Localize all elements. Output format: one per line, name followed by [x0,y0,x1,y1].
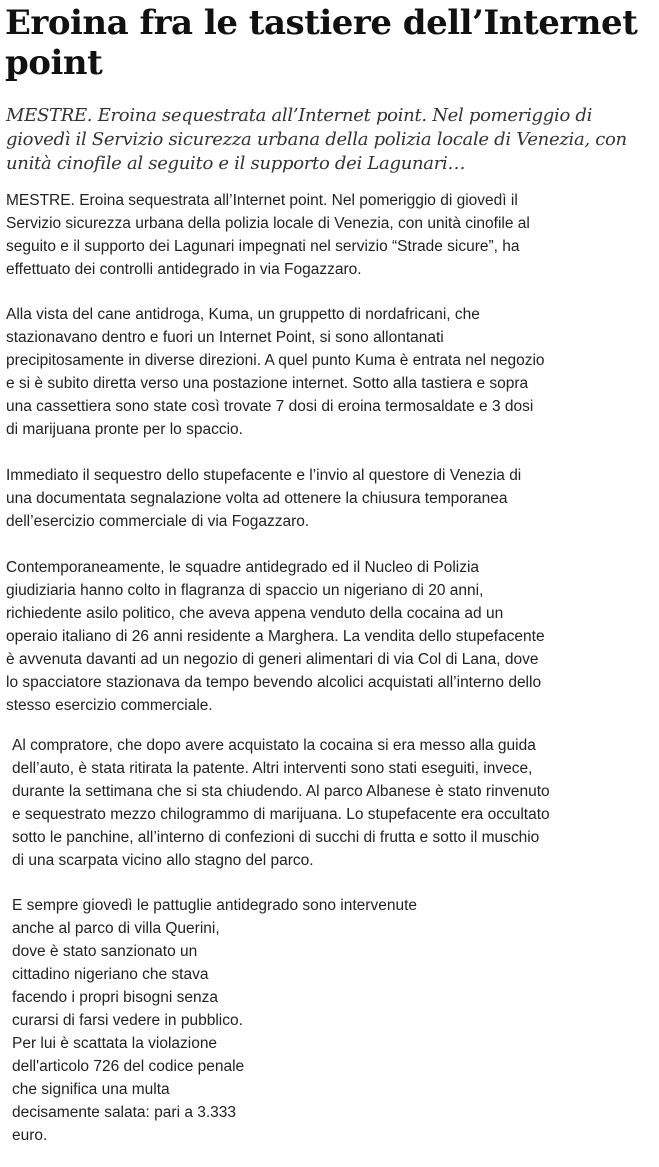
paragraph-line: richiedente asilo politico, che aveva appena venduto della cocaina ad un [6,605,504,622]
paragraph-line: effettuato dei controlli antidegrado in via Fogazzaro. [6,261,362,278]
lead-line: giovedì il Servizio sicurezza urbana della polizia locale di Venezia, con [6,129,627,150]
paragraph-line: E sempre giovedì le pattuglie antidegrado sono intervenute [12,897,417,914]
paragraph-line: Per lui è scattata la violazione [12,1035,218,1052]
paragraph-line: dell’esercizio commerciale di via Fogazzaro. [6,513,310,530]
paragraph-line: stazionavano dentro e fuori un Internet Point, si sono allontanati [6,329,444,346]
paragraph-line: cittadino nigeriano che stava [12,966,209,983]
lead-line: unità cinofile al seguito e il supporto dei Lagunari… [6,153,466,174]
paragraph-line: Contemporaneamente, le squadre antidegrado ed il Nucleo di Polizia [6,559,480,576]
article-paragraph-4 [6,556,586,717]
paragraph-line: sotto le panchine, all’interno di confezioni di succhi di frutta e sotto il muschio [12,829,540,846]
paragraph-line: durante la settimana che si sta chiudendo. Al parco Albanese è stato rinvenuto [12,783,550,800]
paragraph-line: dell'articolo 726 del codice penale [12,1058,245,1075]
paragraph-line: dove è stato sanzionato un [12,943,198,960]
paragraph-line: Al compratore, che dopo avere acquistato la cocaina si era messo alla guida [12,737,536,754]
paragraph-line: giudiziaria hanno colto in flagranza di spaccio un nigeriano di 20 anni, [6,582,484,599]
article-paragraph-2 [6,303,586,441]
title-line: point [5,43,103,83]
article-paragraph-5 [12,734,588,872]
paragraph-line: Alla vista del cane antidroga, Kuma, un gruppetto di nordafricani, che [6,306,480,323]
paragraph-line: dell’auto, è stata ritirata la patente. Altri interventi sono stati eseguiti, invece, [12,760,533,777]
article-paragraph-1 [6,189,586,281]
article-title [5,3,645,83]
paragraph-line: Immediato il sequestro dello stupefacente e l’invio al questore di Venezia di [6,467,522,484]
paragraph-line: stesso esercizio commerciale. [6,697,213,714]
article-paragraph-6 [12,894,442,1147]
paragraph-line: anche al parco di villa Querini, [12,920,220,937]
paragraph-line: precipitosamente in diverse direzioni. A quel punto Kuma è entrata nel negozio [6,352,545,369]
paragraph-line: seguito e il supporto dei Lagunari impegnati nel servizio “Strade sicure”, ha [6,238,520,255]
paragraph-line: una documentata segnalazione volta ad ottenere la chiusura temporanea [6,490,508,507]
lead-line: MESTRE. Eroina sequestrata all’Internet point. Nel pomeriggio di [6,105,593,126]
paragraph-line: operaio italiano di 26 anni residente a Marghera. La vendita dello stupefacente [6,628,545,645]
paragraph-line: di una scarpata vicino allo stagno del parco. [12,852,314,869]
title-line: Eroina fra le tastiere dell’Internet [5,3,638,43]
article-lead [6,104,646,176]
paragraph-line: che significa una multa [12,1081,170,1098]
article-paragraph-3 [6,464,586,533]
paragraph-line: una cassettiera sono state così trovate 7 dosi di eroina termosaldate e 3 dosi [6,398,534,415]
paragraph-line: e sequestrato mezzo chilogrammo di marijuana. Lo stupefacente era occultato [12,806,550,823]
paragraph-line: di marijuana pronte per lo spaccio. [6,421,243,438]
paragraph-line: lo spacciatore stazionava da tempo bevendo alcolici acquistati all’interno dello [6,674,542,691]
paragraph-line: euro. [12,1127,48,1144]
paragraph-line: decisamente salata: pari a 3.333 [12,1104,237,1121]
paragraph-line: è avvenuta davanti ad un negozio di generi alimentari di via Col di Lana, dove [6,651,539,668]
paragraph-line: Servizio sicurezza urbana della polizia locale di Venezia, con unità cinofile al [6,215,530,232]
paragraph-line: MESTRE. Eroina sequestrata all’Internet point. Nel pomeriggio di giovedì il [6,192,518,209]
paragraph-line: curarsi di farsi vedere in pubblico. [12,1012,243,1029]
paragraph-line: e si è subito diretta verso una postazione internet. Sotto alla tastiera e sopra [6,375,529,392]
paragraph-line: facendo i propri bisogni senza [12,989,218,1006]
